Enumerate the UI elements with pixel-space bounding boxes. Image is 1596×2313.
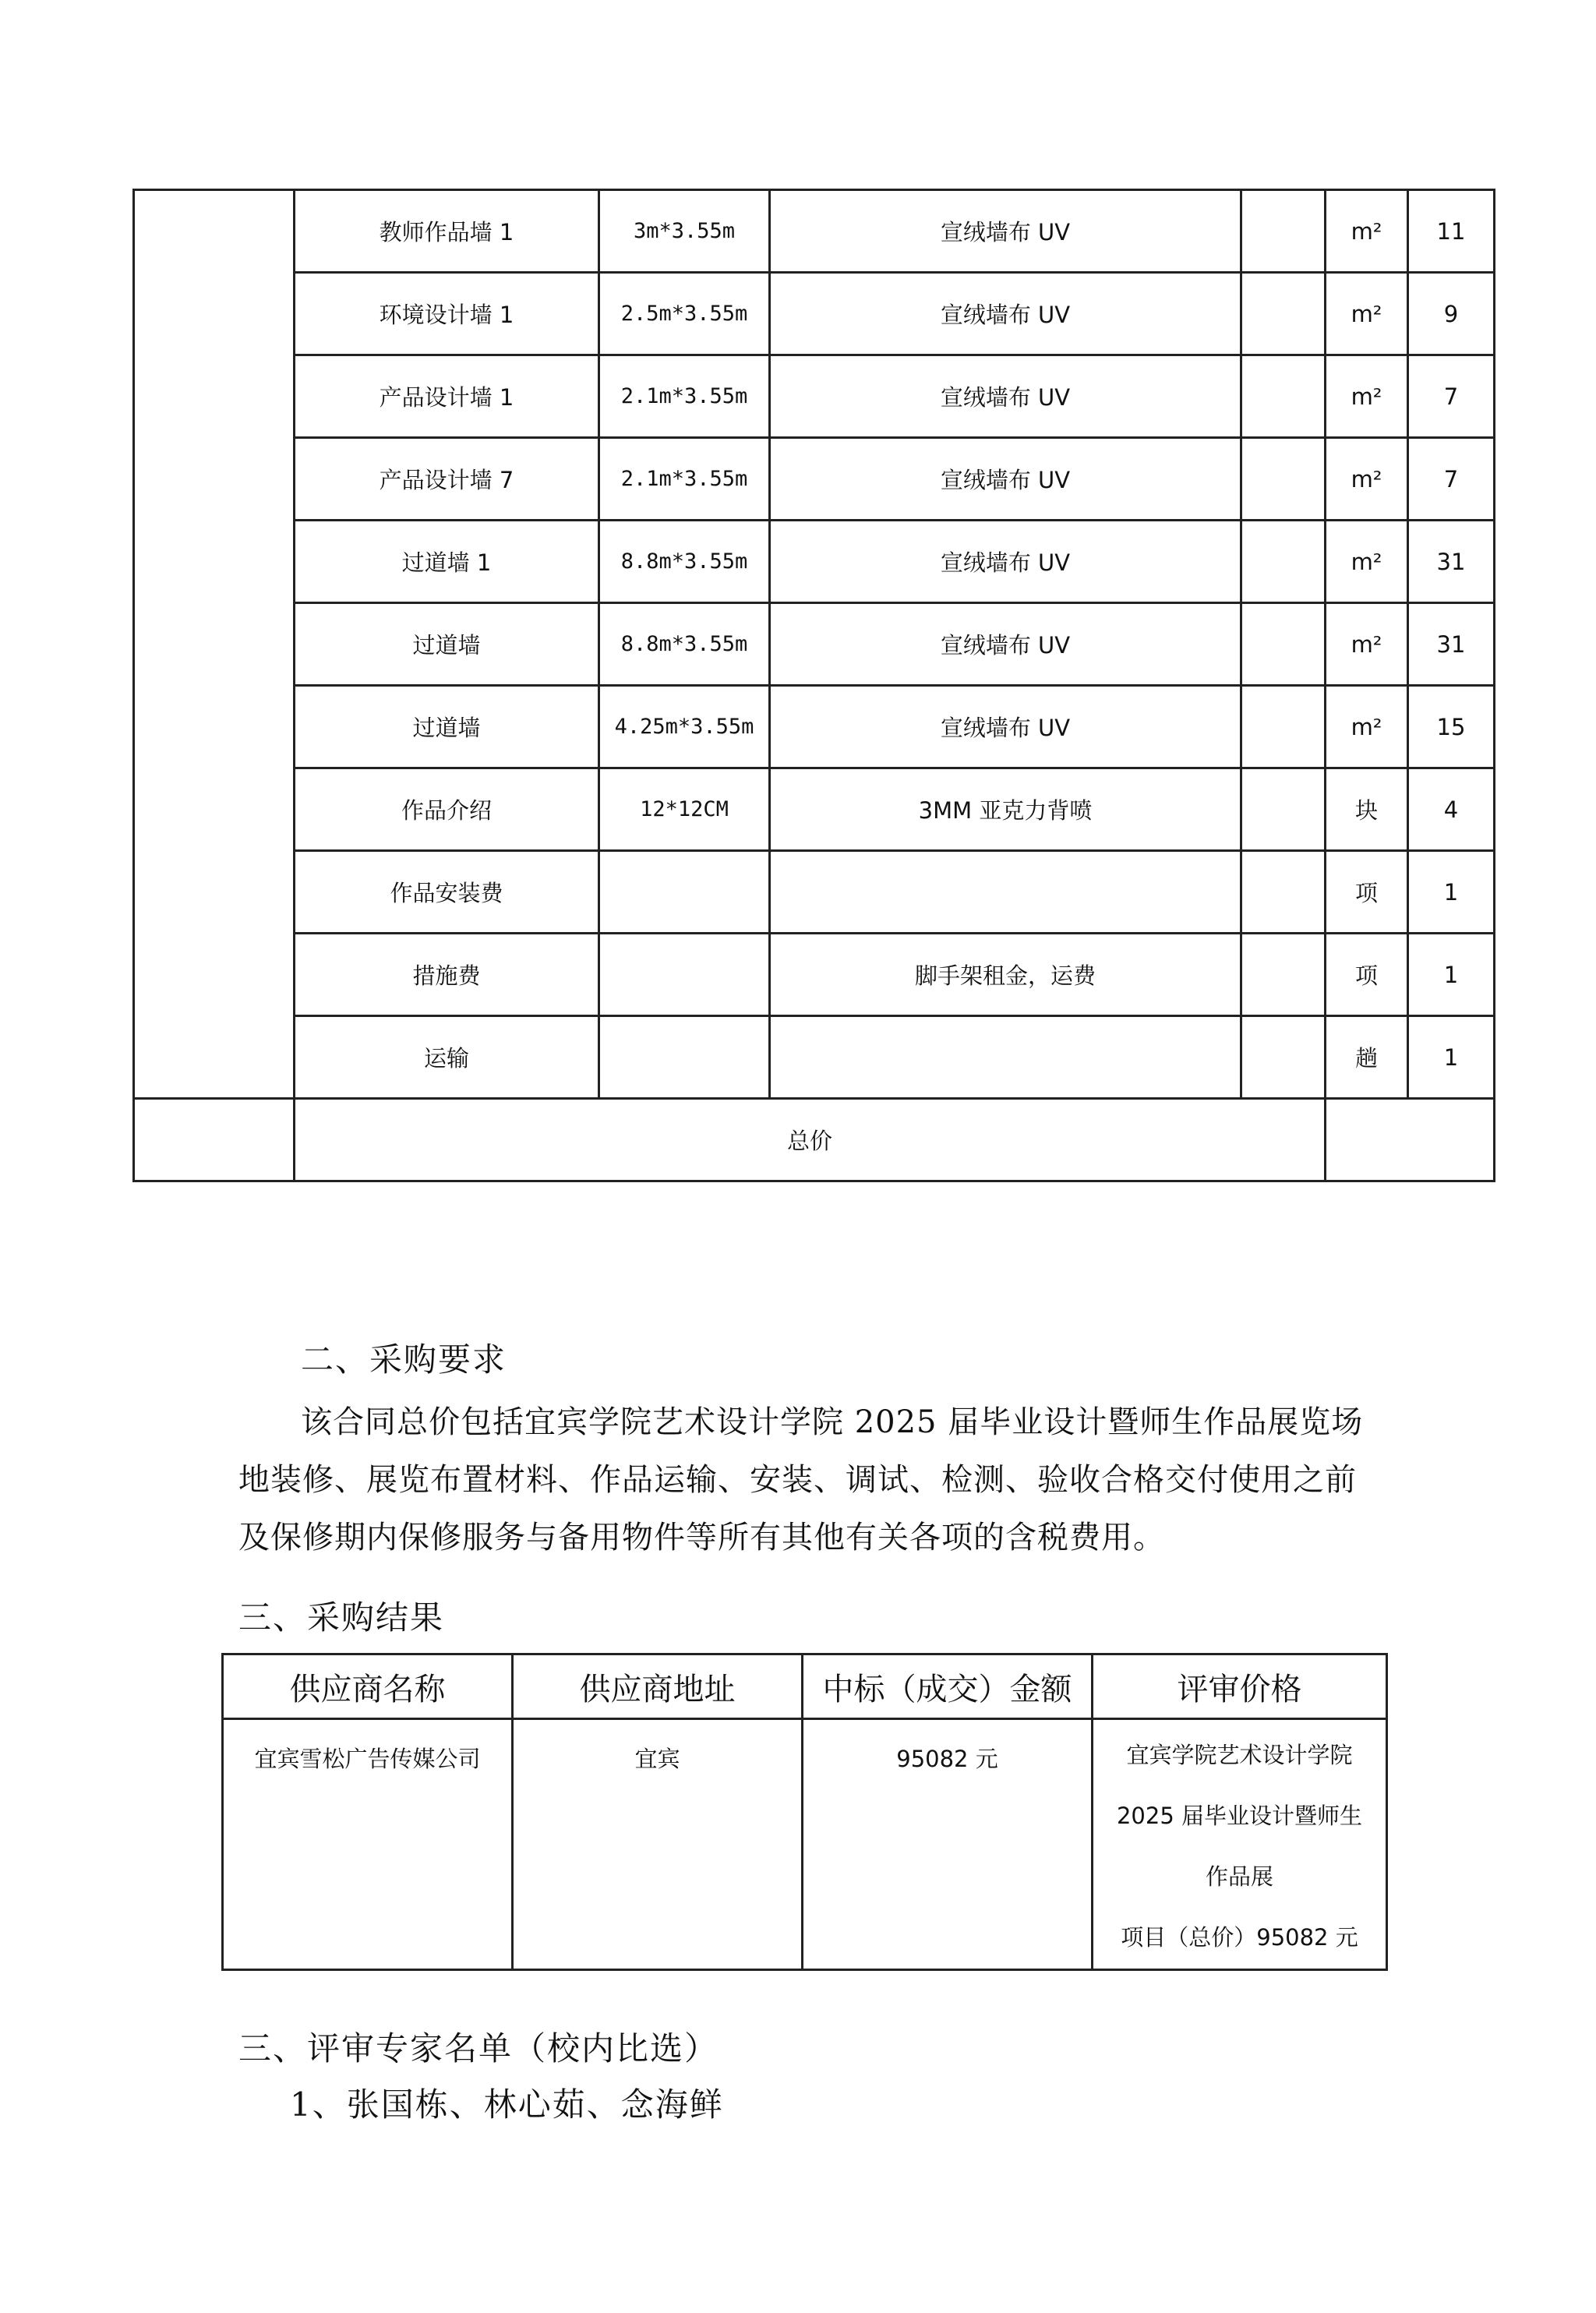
item-row <box>134 190 1495 273</box>
item-qty: 1 <box>1408 851 1495 934</box>
item-price <box>1241 273 1326 355</box>
eval-line: 作品展 <box>1205 1863 1273 1890</box>
item-unit: m² <box>1326 438 1408 521</box>
section4-heading: 三、评审专家名单（校内比选） <box>238 2029 719 2068</box>
item-name: 运输 <box>295 1016 599 1099</box>
supplier-address: 宜宾 <box>513 1719 803 1970</box>
item-unit: m² <box>1326 686 1408 768</box>
item-unit: 项 <box>1326 934 1408 1016</box>
item-unit: m² <box>1326 521 1408 603</box>
item-qty: 9 <box>1408 273 1495 355</box>
item-row <box>134 355 1495 438</box>
item-qty: 1 <box>1408 934 1495 1016</box>
item-row <box>134 603 1495 686</box>
expert-list: 1、张国栋、林心茹、念海鲜 <box>290 2085 724 2124</box>
item-price <box>1241 1016 1326 1099</box>
item-material: 宣绒墙布 UV <box>770 273 1241 355</box>
item-size <box>599 851 770 934</box>
item-row <box>134 438 1495 521</box>
header-eval-price: 评审价格 <box>1093 1654 1387 1719</box>
header-supplier-name: 供应商名称 <box>223 1654 513 1719</box>
total-left-cell <box>134 1099 295 1181</box>
section2-body: 该合同总价包括宜宾学院艺术设计学院 2025 届毕业设计暨师生作品展览场地装修、展览布置材料、作品运输、安装、调试、检测、验收合格交付使用之前及保修期内保修服务与备用物件等所有其他有关各项的含税费用。 <box>238 1404 1364 1556</box>
item-price <box>1241 521 1326 603</box>
item-material: 宣绒墙布 UV <box>770 355 1241 438</box>
item-row <box>134 768 1495 851</box>
item-size: 2.5m*3.55m <box>599 273 770 355</box>
result-row <box>223 1719 1387 1970</box>
eval-line: 项目（总价）95082 元 <box>1121 1924 1358 1951</box>
item-size: 12*12CM <box>599 768 770 851</box>
item-unit: m² <box>1326 273 1408 355</box>
item-price <box>1241 768 1326 851</box>
item-price <box>1241 934 1326 1016</box>
item-qty: 1 <box>1408 1016 1495 1099</box>
item-qty: 31 <box>1408 603 1495 686</box>
item-row <box>134 521 1495 603</box>
section3-heading: 三、采购结果 <box>238 1598 445 1637</box>
item-name: 教师作品墙 1 <box>295 190 599 273</box>
item-name: 产品设计墙 1 <box>295 355 599 438</box>
eval-line: 宜宾学院艺术设计学院 <box>1126 1742 1353 1768</box>
category-cell <box>134 190 295 1099</box>
item-size: 3m*3.55m <box>599 190 770 273</box>
item-material: 3MM 亚克力背喷 <box>770 768 1241 851</box>
item-material: 宣绒墙布 UV <box>770 603 1241 686</box>
item-size: 2.1m*3.55m <box>599 355 770 438</box>
item-row <box>134 934 1495 1016</box>
item-unit: m² <box>1326 190 1408 273</box>
eval-line: 2025 届毕业设计暨师生 <box>1116 1803 1363 1829</box>
item-unit: m² <box>1326 355 1408 438</box>
total-label: 总价 <box>295 1099 1326 1181</box>
item-name: 产品设计墙 7 <box>295 438 599 521</box>
items-table <box>132 189 1495 1182</box>
item-qty: 7 <box>1408 355 1495 438</box>
item-name: 过道墙 <box>295 603 599 686</box>
item-material <box>770 1016 1241 1099</box>
item-row <box>134 686 1495 768</box>
item-material: 宣绒墙布 UV <box>770 686 1241 768</box>
item-row <box>134 273 1495 355</box>
header-amount: 中标（成交）金额 <box>803 1654 1093 1719</box>
item-price <box>1241 190 1326 273</box>
item-unit: 块 <box>1326 768 1408 851</box>
item-size: 2.1m*3.55m <box>599 438 770 521</box>
item-qty: 31 <box>1408 521 1495 603</box>
total-value-cell <box>1326 1099 1495 1181</box>
item-size: 4.25m*3.55m <box>599 686 770 768</box>
item-price <box>1241 603 1326 686</box>
item-qty: 11 <box>1408 190 1495 273</box>
item-size <box>599 1016 770 1099</box>
item-price <box>1241 686 1326 768</box>
item-name: 作品介绍 <box>295 768 599 851</box>
item-qty: 15 <box>1408 686 1495 768</box>
item-name: 过道墙 1 <box>295 521 599 603</box>
item-name: 环境设计墙 1 <box>295 273 599 355</box>
item-qty: 7 <box>1408 438 1495 521</box>
item-material <box>770 851 1241 934</box>
item-row <box>134 851 1495 934</box>
eval-price <box>1093 1719 1387 1970</box>
item-row <box>134 1016 1495 1099</box>
item-unit: 项 <box>1326 851 1408 934</box>
item-name: 过道墙 <box>295 686 599 768</box>
supplier-name: 宜宾雪松广告传媒公司 <box>223 1719 513 1970</box>
item-size: 8.8m*3.55m <box>599 603 770 686</box>
item-unit: m² <box>1326 603 1408 686</box>
item-material: 脚手架租金，运费 <box>770 934 1241 1016</box>
item-unit: 趟 <box>1326 1016 1408 1099</box>
item-name: 措施费 <box>295 934 599 1016</box>
item-material: 宣绒墙布 UV <box>770 521 1241 603</box>
item-material: 宣绒墙布 UV <box>770 190 1241 273</box>
section2-heading: 二、采购要求 <box>301 1340 507 1379</box>
item-price <box>1241 355 1326 438</box>
item-size: 8.8m*3.55m <box>599 521 770 603</box>
item-name: 作品安装费 <box>295 851 599 934</box>
result-table <box>221 1653 1388 1971</box>
item-material: 宣绒墙布 UV <box>770 438 1241 521</box>
header-supplier-address: 供应商地址 <box>513 1654 803 1719</box>
total-row <box>134 1099 1495 1181</box>
result-header-row <box>223 1654 1387 1719</box>
item-qty: 4 <box>1408 768 1495 851</box>
item-price <box>1241 438 1326 521</box>
item-size <box>599 934 770 1016</box>
amount: 95082 元 <box>803 1719 1093 1970</box>
item-price <box>1241 851 1326 934</box>
